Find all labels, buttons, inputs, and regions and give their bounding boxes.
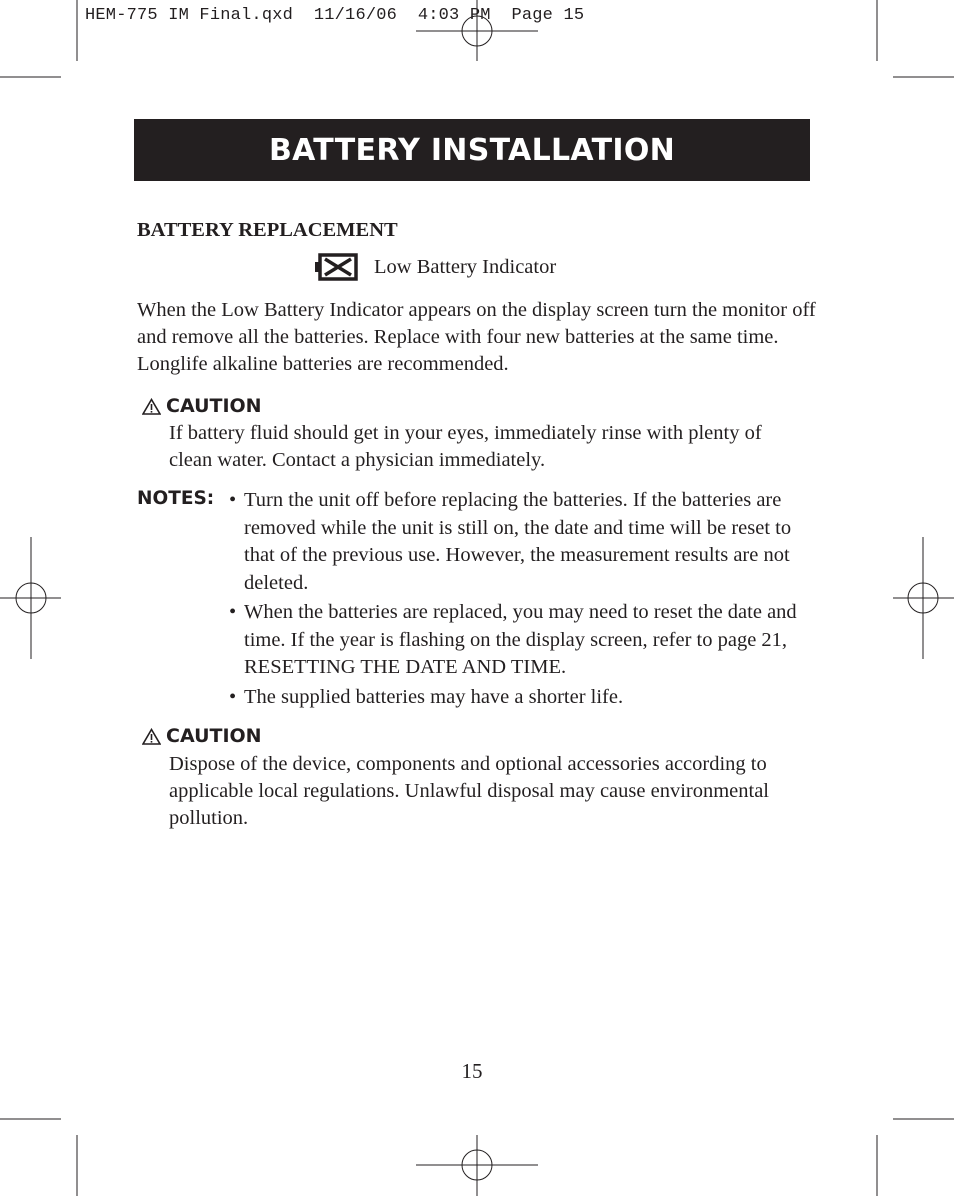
title-bar: [134, 119, 810, 181]
bullet: •: [229, 489, 237, 511]
caution-label: CAUTION: [166, 725, 262, 747]
caution-heading: [142, 725, 262, 747]
page-number: 15: [461, 1059, 483, 1083]
caution-text: Dispose of the device, components and optional accessories according to applicable local regulations. Unlawful disposal may cause environmental pollution.: [169, 753, 770, 829]
low-battery-icon: [314, 252, 358, 282]
bullet: •: [229, 601, 237, 623]
low-battery-indicator: [314, 252, 556, 282]
bullet: •: [229, 685, 237, 708]
note-text: Turn the unit off before replacing the batteries. If the batteries are removed while the unit is still on, the date and time will be reset to that of the previous use. However, the measurement results are not deleted.: [244, 489, 792, 594]
note-text: The supplied batteries may have a shorter life.: [244, 685, 624, 708]
file-slug-line: HEM-775 IM Final.qxd 11/16/06 4:03 PM Page 15: [85, 6, 585, 25]
list-item: [229, 599, 809, 682]
indicator-label: Low Battery Indicator: [374, 255, 557, 278]
notes-label: NOTES:: [137, 488, 215, 509]
caution-label: CAUTION: [166, 395, 262, 417]
page-title: BATTERY INSTALLATION: [268, 132, 676, 168]
section-heading: BATTERY REPLACEMENT: [137, 219, 398, 241]
intro-paragraph: When the Low Battery Indicator appears on the display screen turn the monitor off and remove all the batteries. Replace with four new batteries at the same time. Longlife alkaline batteries are recommended.: [137, 299, 816, 375]
note-text: When the batteries are replaced, you may need to reset the date and time. If the year is flashing on the display screen, refer to page 21, RESETTING THE DATE AND TIME.: [244, 601, 797, 678]
warning-triangle-icon: [142, 728, 161, 745]
notes-list: [229, 487, 809, 713]
warning-triangle-icon: [142, 398, 161, 415]
list-item: [229, 487, 809, 597]
caution-heading: [142, 395, 262, 417]
caution-text: If battery fluid should get in your eyes, immediately rinse with plenty of clean water. Contact a physician immediately.: [169, 422, 762, 471]
list-item: [229, 684, 809, 712]
